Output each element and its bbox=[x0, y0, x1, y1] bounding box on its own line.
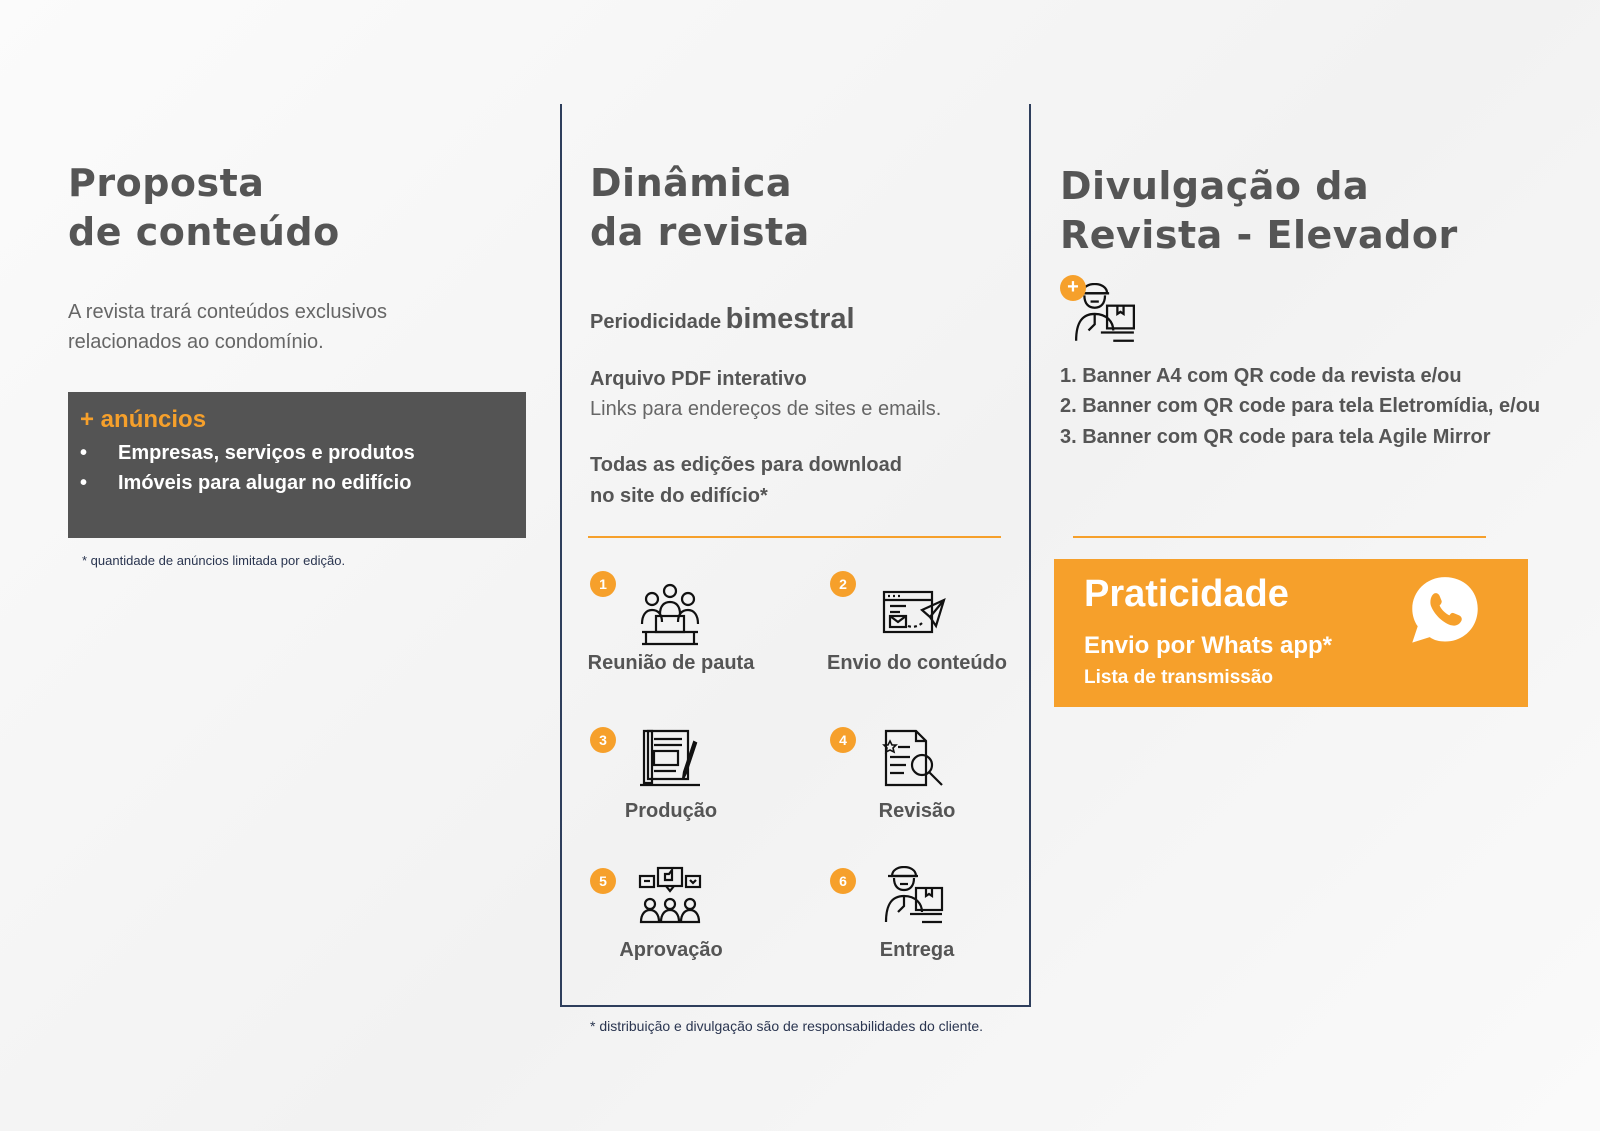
ads-item bbox=[80, 472, 411, 495]
whatsapp-icon bbox=[1410, 575, 1480, 647]
step-label-meeting: Reunião de pauta bbox=[587, 652, 755, 674]
review-icon bbox=[882, 727, 946, 791]
divider bbox=[588, 536, 1001, 538]
step-label-production: Produção bbox=[624, 800, 718, 822]
pdf-title: Arquivo PDF interativo bbox=[590, 368, 807, 390]
ads-item-label: Empresas, serviços e produtos bbox=[118, 442, 415, 464]
download-line2: no site do edifício* bbox=[590, 485, 768, 507]
divulgacao-title-line1: Divulgação da bbox=[1060, 164, 1370, 208]
step-number: 5 bbox=[590, 868, 616, 894]
proposta-description-line2: relacionados ao condomínio. bbox=[68, 331, 324, 353]
bullet: • bbox=[80, 472, 88, 494]
divider bbox=[1073, 536, 1486, 538]
dinamica-title-line1: Dinâmica bbox=[590, 161, 793, 205]
periodicity bbox=[590, 303, 855, 336]
step-number: 3 bbox=[590, 727, 616, 753]
step-number: 1 bbox=[590, 571, 616, 597]
ads-title: + anúncios bbox=[80, 406, 207, 433]
send-content-icon bbox=[882, 582, 946, 646]
ads-item-label: Imóveis para alugar no edifício bbox=[118, 472, 412, 494]
plus-icon: + bbox=[1060, 275, 1086, 301]
step-label-approval: Aprovação bbox=[619, 939, 723, 961]
pdf-description: Links para endereços de sites e emails. bbox=[590, 398, 942, 420]
dinamica-title bbox=[590, 159, 810, 257]
dinamica-footnote: * distribuição e divulgação são de responsabilidades do cliente. bbox=[590, 1018, 984, 1034]
meeting-icon bbox=[638, 582, 702, 646]
banner-item: 1. Banner A4 com QR code da revista e/ou bbox=[1060, 365, 1462, 387]
step-label-send: Envio do conteúdo bbox=[827, 652, 1007, 674]
periodicity-label: Periodicidade bbox=[590, 311, 722, 333]
ads-box bbox=[68, 392, 526, 538]
delivery-icon bbox=[882, 866, 946, 930]
divulgacao-title-line2: Revista - Elevador bbox=[1060, 213, 1458, 257]
step-label-delivery: Entrega bbox=[879, 939, 955, 961]
approval-icon bbox=[638, 866, 702, 930]
step-label-review: Revisão bbox=[878, 800, 956, 822]
periodicity-value: bimestral bbox=[725, 303, 855, 335]
production-icon bbox=[638, 727, 702, 791]
praticidade-title: Praticidade bbox=[1084, 573, 1289, 615]
proposta-description bbox=[68, 297, 488, 357]
divulgacao-title bbox=[1060, 162, 1458, 260]
proposta-title-line2: de conteúdo bbox=[68, 210, 340, 254]
step-number: 6 bbox=[830, 868, 856, 894]
ads-footnote: * quantidade de anúncios limitada por edição. bbox=[82, 553, 346, 568]
banner-item: 2. Banner com QR code para tela Eletromídia, e/ou bbox=[1060, 395, 1541, 417]
proposta-title-line1: Proposta bbox=[68, 161, 265, 205]
praticidade-broadcast: Lista de transmissão bbox=[1084, 667, 1274, 688]
banner-item: 3. Banner com QR code para tela Agile Mirror bbox=[1060, 426, 1491, 448]
proposta-title bbox=[68, 159, 340, 257]
download-line1: Todas as edições para download bbox=[590, 454, 902, 476]
praticidade-whatsapp: Envio por Whats app* bbox=[1084, 632, 1333, 659]
step-number: 2 bbox=[830, 571, 856, 597]
download-text bbox=[590, 450, 950, 512]
proposta-description-line1: A revista trará conteúdos exclusivos bbox=[68, 301, 388, 323]
praticidade-box bbox=[1054, 559, 1528, 707]
step-number: 4 bbox=[830, 727, 856, 753]
bullet: • bbox=[80, 442, 88, 464]
ads-item bbox=[80, 442, 415, 465]
dinamica-title-line2: da revista bbox=[590, 210, 810, 254]
